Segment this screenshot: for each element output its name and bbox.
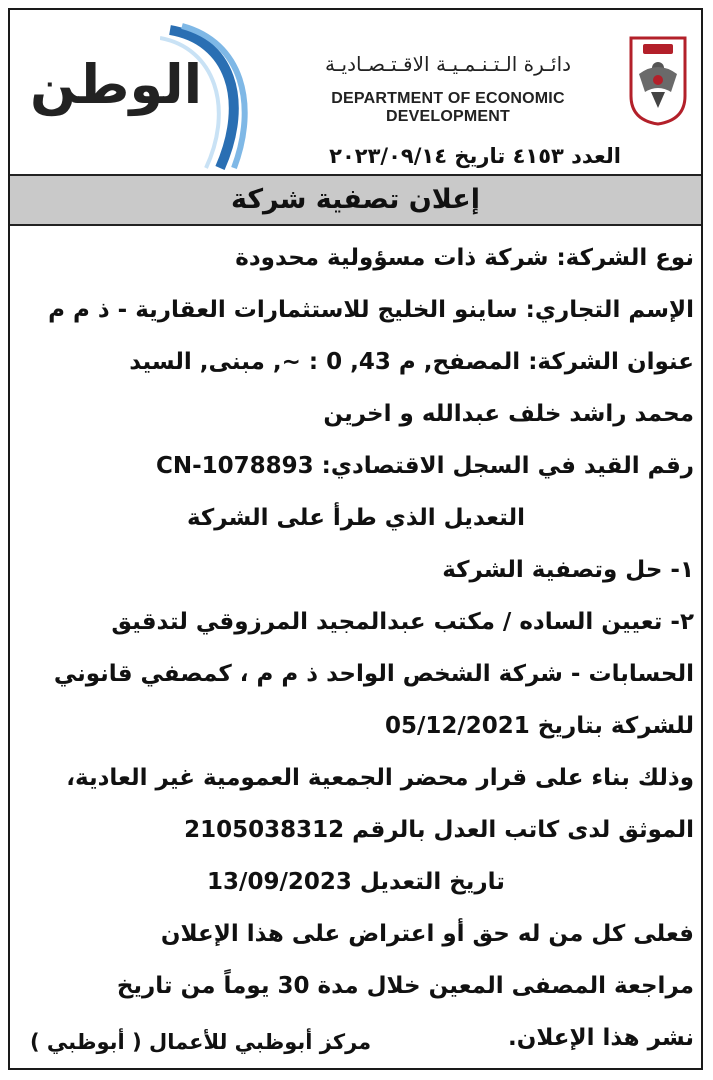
objection-line-2: مراجعة المصفى المعين خلال مدة 30 يوماً من تاريخ (116, 973, 694, 999)
issue-number-date: العدد ٤١٥٣ تاريخ ٢٠٢٣/٠٩/١٤ (329, 144, 621, 168)
amendment-item-1: ١- حل وتصفية الشركة (442, 557, 694, 583)
amendment-date-line: تاريخ التعديل 13/09/2023 (207, 869, 505, 895)
announcement-title-bar (10, 174, 701, 226)
abu-dhabi-emblem-icon (627, 34, 689, 126)
announcement-title: إعلان تصفية شركة (230, 184, 481, 215)
department-name-english: DEPARTMENT OF ECONOMIC DEVELOPMENT (331, 90, 565, 125)
newspaper-logo: الوطن (30, 53, 203, 116)
notary-line: الموثق لدى كاتب العدل بالرقم 2105038312 (184, 817, 694, 843)
announcement-body (18, 232, 694, 1064)
objection-line-3: نشر هذا الإعلان. (507, 1025, 694, 1051)
announcement-frame (8, 8, 703, 1070)
amendment-item-2-cont: الحسابات - شركة الشخص الواحد ذ م م ، كمصفي قانوني (53, 661, 694, 687)
resolution-line: وذلك بناء على قرار محضر الجمعية العمومية غير العادية، (66, 765, 694, 791)
amendment-item-2-date: للشركة بتاريخ 05/12/2021 (384, 713, 694, 739)
department-name-arabic: دائـرة الـتـنـمـيـة الاقـتـصـاديـة (324, 52, 572, 76)
trade-name-line: الإسم التجاري: ساينو الخليج للاستثمارات العقارية - ذ م م (48, 297, 694, 323)
amendment-item-2: ٢- تعيين الساده / مكتب عبدالمجيد المرزوقي لتدقيق (111, 609, 694, 635)
issuing-center: مركز أبوظبي للأعمال ( أبوظبي ) (30, 1030, 372, 1054)
registration-number-line: رقم القيد في السجل الاقتصادي: CN-1078893 (155, 453, 694, 479)
amendment-heading: التعديل الذي طرأ على الشركة (186, 505, 526, 531)
company-address-line-cont: محمد راشد خلف عبدالله و اخرين (323, 401, 694, 427)
header (10, 10, 701, 168)
company-type-line: نوع الشركة: شركة ذات مسؤولية محدودة (235, 245, 694, 271)
objection-line-1: فعلى كل من له حق أو اعتراض على هذا الإعلان (160, 921, 694, 947)
company-address-line: عنوان الشركة: المصفح, م 43, 0 : ~, مبنى, السيد (129, 349, 694, 375)
